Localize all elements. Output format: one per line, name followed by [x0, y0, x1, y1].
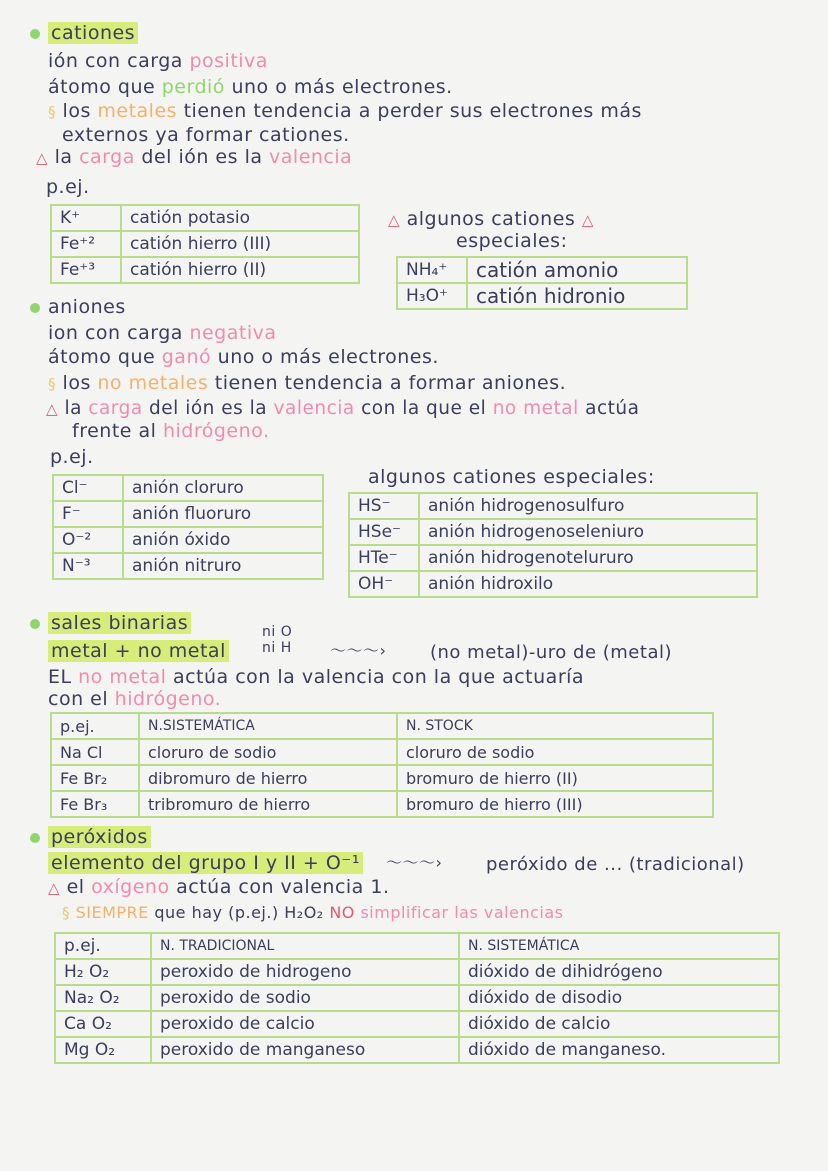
cationes-line-3: § los metales tienen tendencia a perder sus electrones más [48, 100, 642, 122]
star-icon: § [48, 375, 56, 393]
star-icon: § [48, 103, 56, 121]
table-header-row: p.ej. N.SISTEMÁTICA N. STOCK [51, 713, 713, 739]
aniones-table [52, 474, 324, 580]
aniones-line-5: frente al hidrógeno. [72, 420, 270, 442]
cationes-special-table [396, 256, 688, 310]
table-row: Fe⁺³ catión hierro (II) [51, 257, 359, 283]
table-row: HTe⁻ anión hidrogenotelururo [349, 545, 757, 571]
section-title-aniones: aniones [30, 296, 126, 318]
peroxidos-line-3: § SIEMPRE que hay (p.ej.) H₂O₂ NO simplificar las valencias [62, 903, 564, 922]
bullet-dot-icon [30, 29, 40, 39]
table-header-row: p.ej. N. TRADICIONAL N. SISTEMÁTICA [55, 933, 779, 959]
section-title-cationes: cationes [30, 22, 138, 44]
table-row: NH₄⁺ catión amonio [397, 257, 687, 283]
table-row: Fe Br₂ dibromuro de hierro bromuro de hierro (II) [51, 765, 713, 791]
bullet-dot-icon [30, 833, 40, 843]
table-row: OH⁻ anión hidroxilo [349, 571, 757, 597]
sales-arrow-icon: 〜〜〜› [330, 641, 387, 660]
cationes-line-4: externos ya formar cationes. [62, 124, 350, 146]
table-row: H₂ O₂ peroxido de hidrogeno dióxido de dihidrógeno [55, 959, 779, 985]
aniones-special-title: algunos cationes especiales: [368, 466, 655, 488]
section-title-peroxidos: peróxidos [30, 826, 151, 848]
cationes-table [50, 204, 360, 284]
section-title-sales: sales binarias [30, 612, 191, 634]
aniones-line-4: △ la carga del ión es la valencia con la que el no metal actúa [46, 398, 640, 419]
aniones-line-1: ion con carga negativa [48, 322, 277, 344]
sales-table [50, 712, 714, 818]
cationes-special-title-2: especiales: [456, 230, 568, 252]
peroxidos-line-2: △ el oxígeno actúa con valencia 1. [48, 876, 390, 898]
bullet-dot-icon [30, 303, 40, 313]
table-row: HS⁻ anión hidrogenosulfuro [349, 493, 757, 519]
cationes-special-title: △ algunos cationes △ [388, 208, 594, 230]
sales-result: (no metal)-uro de (metal) [430, 642, 672, 663]
sales-line-3: con el hidrógeno. [48, 688, 222, 710]
table-row: K⁺ catión potasio [51, 205, 359, 231]
triangle-warning-icon: △ [581, 211, 594, 229]
aniones-line-2: átomo que ganó uno o más electrones. [48, 346, 439, 368]
cationes-line-5: △ la carga del ión es la valencia [36, 146, 353, 168]
sales-formula-line: metal + no metal [48, 640, 229, 662]
peroxidos-table [54, 932, 780, 1064]
table-row: Na Cl cloruro de sodio cloruro de sodio [51, 739, 713, 765]
peroxidos-arrow-icon: 〜〜〜› [386, 853, 443, 872]
triangle-warning-icon: △ [36, 149, 49, 167]
sales-line-2: EL no metal actúa con la valencia con la que actuaría [48, 666, 585, 688]
cationes-line-1: ión con carga positiva [48, 50, 268, 72]
table-row: H₃O⁺ catión hidronio [397, 283, 687, 309]
star-icon: § [62, 904, 70, 922]
aniones-pej: p.ej. [50, 446, 94, 468]
triangle-warning-icon: △ [48, 879, 61, 897]
peroxidos-result: peróxido de ... (tradicional) [486, 854, 745, 875]
cationes-line-2: átomo que perdió uno o más electrones. [48, 76, 453, 98]
table-row: Mg O₂ peroxido de manganeso dióxido de manganeso. [55, 1037, 779, 1063]
table-row: HSe⁻ anión hidrogenoseleniuro [349, 519, 757, 545]
table-row: O⁻² anión óxido [53, 527, 323, 553]
aniones-special-table [348, 492, 758, 598]
table-row: Cl⁻ anión cloruro [53, 475, 323, 501]
table-row: Ca O₂ peroxido de calcio dióxido de calcio [55, 1011, 779, 1037]
peroxidos-formula-line: elemento del grupo I y II + O⁻¹ [48, 852, 363, 874]
triangle-warning-icon: △ [46, 400, 59, 418]
bullet-dot-icon [30, 619, 40, 629]
table-row: Na₂ O₂ peroxido de sodio dióxido de disodio [55, 985, 779, 1011]
table-row: Fe⁺² catión hierro (III) [51, 231, 359, 257]
sales-brace: ni O ni H [262, 624, 293, 656]
table-row: Fe Br₃ tribromuro de hierro bromuro de hierro (III) [51, 791, 713, 817]
table-row: N⁻³ anión nitruro [53, 553, 323, 579]
aniones-line-3: § los no metales tienen tendencia a formar aniones. [48, 372, 567, 394]
table-row: F⁻ anión fluoruro [53, 501, 323, 527]
triangle-warning-icon: △ [388, 211, 401, 229]
cationes-pej: p.ej. [46, 176, 90, 198]
